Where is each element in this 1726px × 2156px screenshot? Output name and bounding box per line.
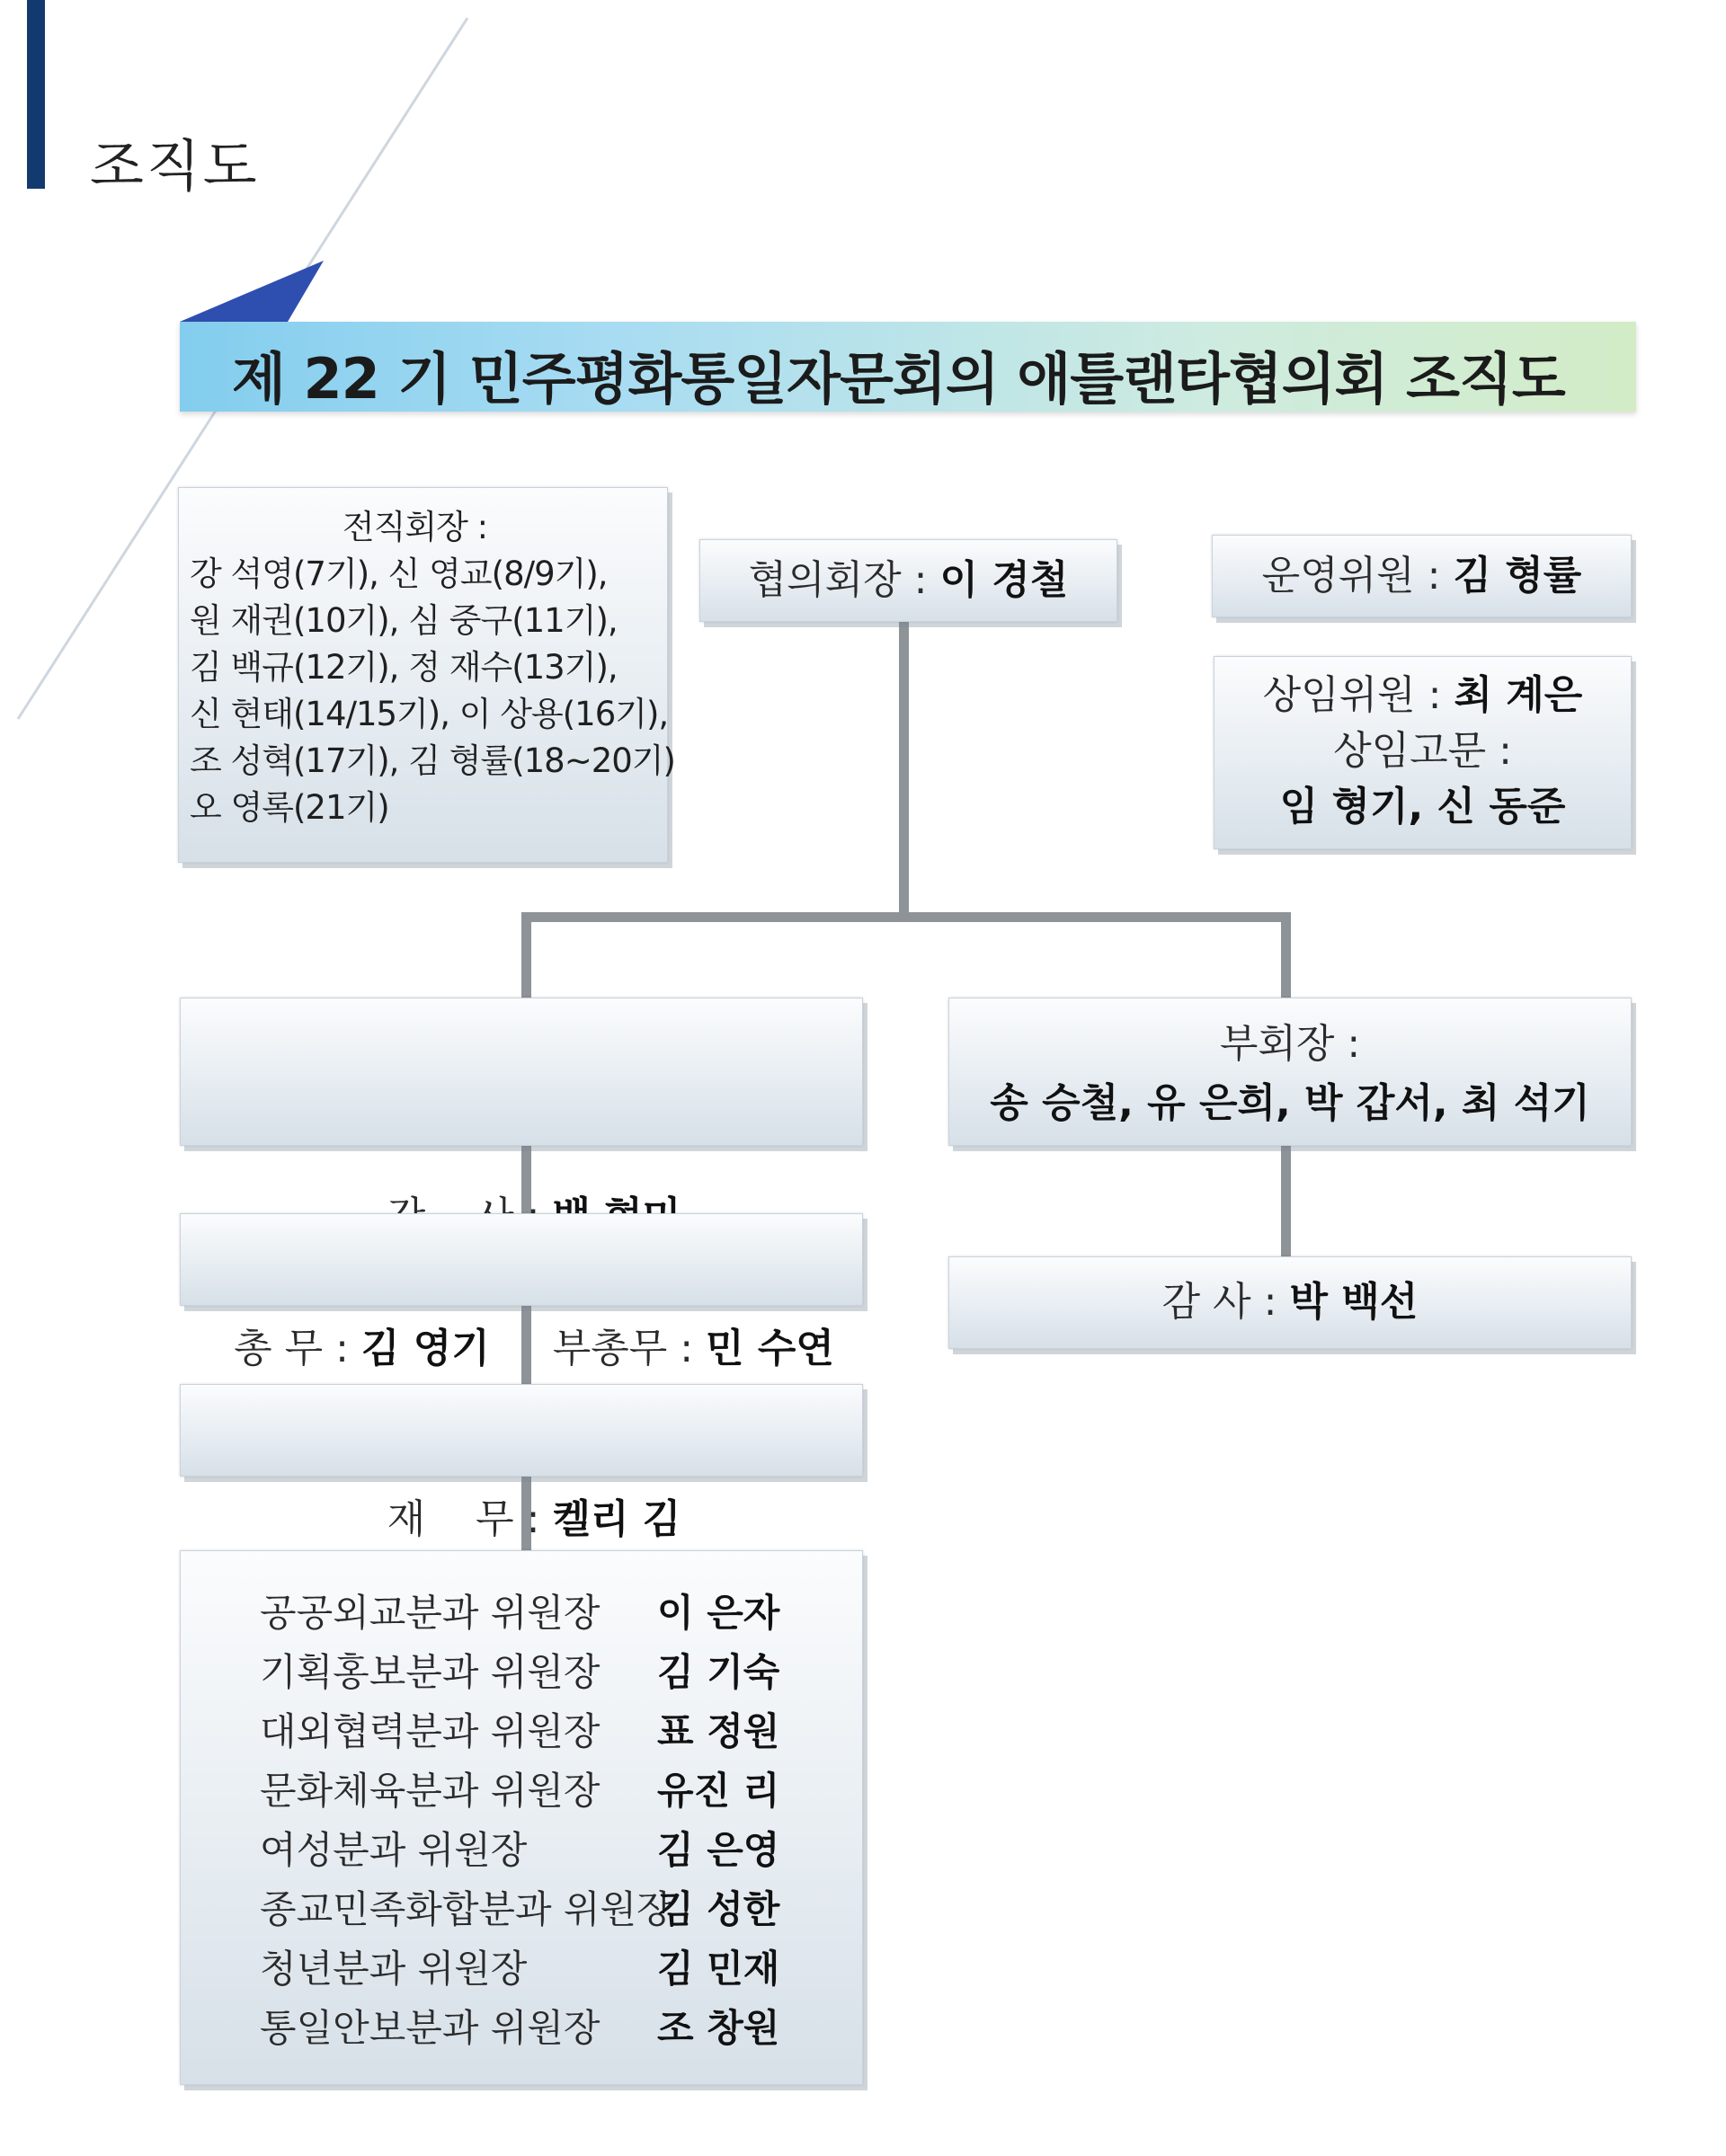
committee-row — [181, 1880, 862, 1939]
committee-chair-name: 김 기숙 — [657, 1650, 780, 1694]
committee-row — [181, 1702, 862, 1761]
steering-box — [1212, 535, 1632, 617]
former-chairs-line: 신 현태(14/15기), 이 상용(16기), — [190, 695, 669, 733]
connector-right-chain — [1281, 1146, 1291, 1263]
committee-chair-name: 표 정원 — [657, 1709, 780, 1753]
committee-row — [181, 1761, 862, 1821]
committee-chair-name: 김 민재 — [657, 1947, 780, 1991]
chairman-label: 협의회장 : — [748, 557, 940, 603]
former-chairs-box — [178, 487, 675, 863]
committee-name: 청년분과 위원장 — [260, 1947, 528, 1991]
committee-row — [181, 1821, 862, 1880]
committee-name: 종교민족화합분과 위원장 — [260, 1887, 673, 1931]
general-affairs-box — [180, 1213, 863, 1371]
committee-chair-name: 김 은영 — [657, 1828, 780, 1872]
general-affairs-label: 총 무 : — [234, 1326, 361, 1371]
banner-title: 제 22 기 민주평화통일자문회의 애틀랜타협의회 조직도 — [232, 346, 1565, 412]
deputy-general-affairs-name: 민 수연 — [706, 1326, 834, 1371]
committee-name: 문화체육분과 위원장 — [260, 1769, 601, 1813]
finance-label: 재 무 : — [387, 1496, 553, 1542]
secretary-box — [180, 998, 863, 1146]
connector-horizontal — [521, 912, 1291, 922]
committee-name: 대외협력분과 위원장 — [260, 1709, 601, 1753]
finance-name: 켈리 김 — [552, 1496, 681, 1542]
former-chairs-line: 오 영록(21기) — [190, 788, 389, 827]
vice-chairs-box — [948, 998, 1632, 1146]
committee-row — [181, 1584, 862, 1643]
finance-box — [180, 1384, 863, 1542]
title-banner — [180, 322, 1636, 412]
vice-chairs-label: 부회장 : — [1219, 1021, 1361, 1067]
chairman-box — [699, 539, 1117, 622]
standing-advisor-label: 상임고문 : — [1333, 728, 1512, 774]
standing-member-name: 최 계은 — [1454, 672, 1583, 718]
section-title: 조직도 — [90, 133, 260, 199]
connector-right-down — [1281, 912, 1291, 998]
committee-row — [181, 1999, 862, 2058]
former-chairs-line: 원 재권(10기), 심 중구(11기), — [190, 601, 618, 640]
auditor-label: 감 사 : — [1161, 1279, 1290, 1325]
committee-row — [181, 1939, 862, 1999]
chairman-name: 이 경철 — [939, 557, 1069, 603]
connector-left-down — [521, 912, 531, 998]
committee-name: 통일안보분과 위원장 — [260, 2006, 601, 2050]
auditor-box — [948, 1256, 1632, 1349]
committee-name: 기획홍보분과 위원장 — [260, 1650, 601, 1694]
standing-advisor-names: 임 형기, 신 동준 — [1279, 784, 1566, 830]
committee-name: 공공외교분과 위원장 — [260, 1591, 601, 1635]
steering-name: 김 형률 — [1453, 553, 1582, 599]
vice-chairs-names: 송 승철, 유 은희, 박 갑서, 최 석기 — [990, 1080, 1590, 1126]
committee-chair-name: 김 성한 — [657, 1887, 780, 1931]
committee-chair-name: 유진 리 — [657, 1769, 780, 1813]
auditor-name: 박 백선 — [1289, 1279, 1419, 1325]
general-affairs-name: 김 영기 — [360, 1326, 490, 1371]
former-chairs-line: 김 백규(12기), 정 재수(13기), — [190, 648, 618, 687]
deputy-general-affairs-label: 부총무 : — [552, 1326, 707, 1371]
former-chairs-heading: 전직회장 : — [342, 508, 488, 546]
connector-chair-down — [899, 620, 909, 917]
committees-box — [180, 1550, 863, 2085]
committee-name: 여성분과 위원장 — [260, 1828, 528, 1872]
committee-chair-name: 이 은자 — [657, 1591, 780, 1635]
former-chairs-line: 조 성혁(17기), 김 형률(18~20기) — [190, 741, 675, 780]
former-chairs-line: 강 석영(7기), 신 영교(8/9기), — [190, 555, 608, 593]
steering-label: 운영위원 : — [1261, 553, 1454, 599]
standing-box — [1214, 656, 1632, 849]
standing-member-label: 상임위원 : — [1262, 672, 1455, 718]
committee-row — [181, 1643, 862, 1702]
committee-chair-name: 조 창원 — [657, 2006, 780, 2050]
